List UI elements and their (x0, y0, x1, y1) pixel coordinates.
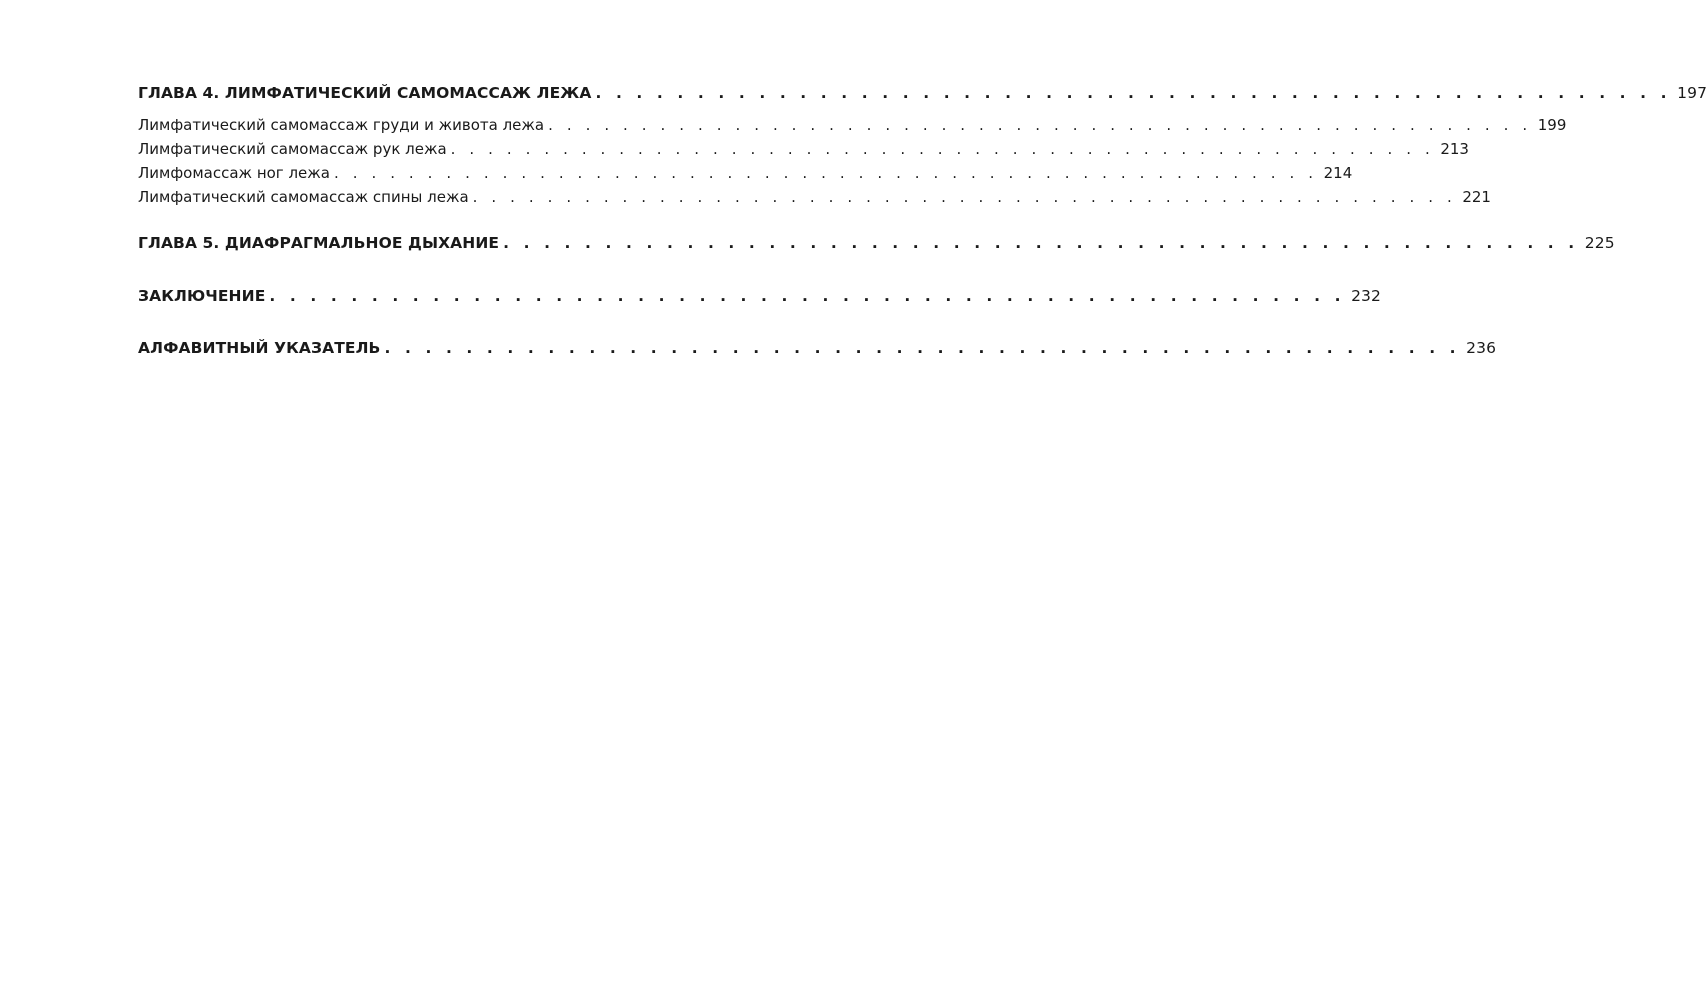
toc-entry-page-number: 225 (1584, 234, 1615, 252)
toc-entry-chapter-4[interactable] (138, 84, 1707, 102)
toc-entry-title: ЗАКЛЮЧЕНИЕ (138, 287, 266, 305)
dot-leader: . . . . . . . . . . . . . . . . . . . . . . . . . . . . . . . . . . . . . . . . . . . . . . . . . . . . . (472, 188, 1457, 206)
toc-entry-page-number: 213 (1440, 140, 1469, 158)
dot-leader: . . . . . . . . . . . . . . . . . . . . . . . . . . . . . . . . . . . . . . . . . . . . . . . . . . . . . (450, 140, 1435, 158)
toc-entry-title: ГЛАВА 4. ЛИМФАТИЧЕСКИЙ САМОМАССАЖ ЛЕЖА (138, 84, 592, 102)
dot-leader: . . . . . . . . . . . . . . . . . . . . . . . . . . . . . . . . . . . . . . . . . . . . . . . . . . . . . (503, 234, 1579, 252)
toc-entry-section[interactable] (138, 140, 1469, 158)
toc-entry-section[interactable] (138, 116, 1567, 134)
toc-entry-page-number: 199 (1537, 116, 1567, 134)
toc-entry-section[interactable] (138, 188, 1491, 206)
toc-entry-title: Лимфатический самомассаж спины лежа (138, 188, 469, 206)
toc-entry-section[interactable] (138, 164, 1353, 182)
dot-leader: . . . . . . . . . . . . . . . . . . . . . . . . . . . . . . . . . . . . . . . . . . . . . . . . . . . . . (384, 339, 1461, 357)
toc-entry-page-number: 221 (1462, 188, 1491, 206)
toc-entry-page-number: 214 (1323, 164, 1353, 182)
dot-leader: . . . . . . . . . . . . . . . . . . . . . . . . . . . . . . . . . . . . . . . . . . . . . . . . . . . . . (333, 164, 1318, 182)
dot-leader: . . . . . . . . . . . . . . . . . . . . . . . . . . . . . . . . . . . . . . . . . . . . . . . . . . . . . (595, 84, 1672, 102)
dot-leader: . . . . . . . . . . . . . . . . . . . . . . . . . . . . . . . . . . . . . . . . . . . . . . . . . . . . . (269, 287, 1346, 305)
toc-entry-index[interactable] (138, 339, 1497, 357)
toc-entry-title: АЛФАВИТНЫЙ УКАЗАТЕЛЬ (138, 339, 381, 357)
toc-entry-title: ГЛАВА 5. ДИАФРАГМАЛЬНОЕ ДЫХАНИЕ (138, 234, 500, 252)
toc-entry-chapter-5[interactable] (138, 234, 1615, 252)
toc-entry-page-number: 232 (1351, 287, 1381, 305)
toc-entry-page-number: 236 (1466, 339, 1497, 357)
toc-entry-title: Лимфатический самомассаж груди и живота лежа (138, 116, 545, 134)
toc-entry-title: Лимфатический самомассаж рук лежа (138, 140, 447, 158)
toc-entry-conclusion[interactable] (138, 287, 1381, 305)
toc-entry-page-number: 197 (1677, 84, 1707, 102)
dot-leader: . . . . . . . . . . . . . . . . . . . . . . . . . . . . . . . . . . . . . . . . . . . . . . . . . . . . . (548, 116, 1532, 134)
toc-entry-title: Лимфомассаж ног лежа (138, 164, 330, 182)
